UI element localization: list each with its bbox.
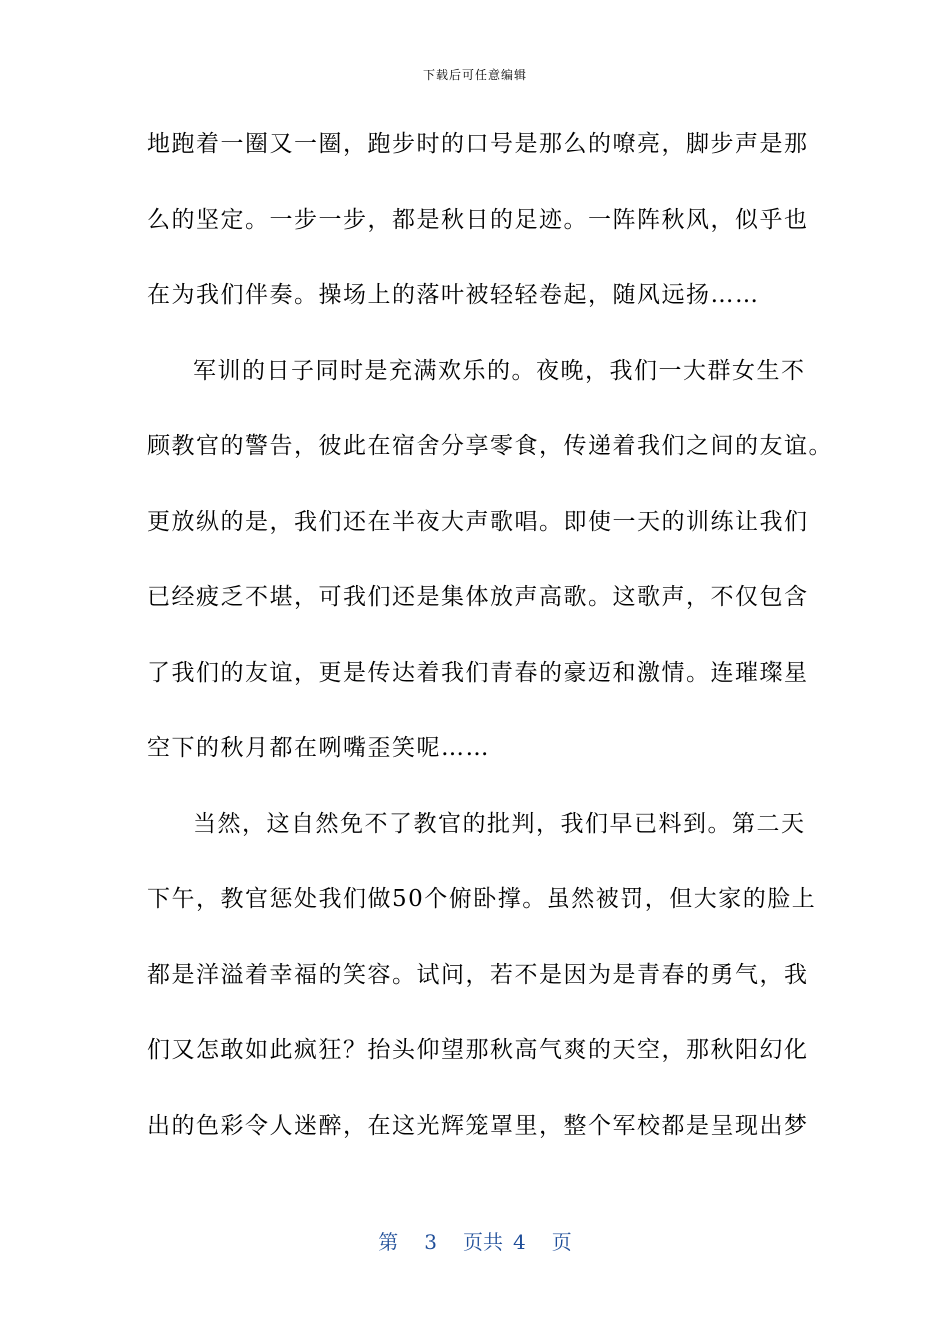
body-line: 出的色彩令人迷醉，在这光辉笼罩里，整个军校都是呈现出梦 (147, 1112, 809, 1139)
paragraph-start-line: 军训的日子同时是充满欢乐的。夜晚，我们一大群女生不 (193, 357, 806, 384)
body-line: 顾教官的警告，彼此在宿舍分享零食，传递着我们之间的友谊。 (147, 433, 833, 459)
page-prefix: 第 (378, 1230, 399, 1254)
body-line: 了我们的友谊，更是传达着我们青春的豪迈和激情。连璀璨星 (147, 659, 809, 686)
body-line: 空下的秋月都在咧嘴歪笑呢…… (147, 735, 490, 761)
page-number-footer (0, 1226, 950, 1255)
body-line: 已经疲乏不堪，可我们还是集体放声高歌。这歌声，不仅包含 (147, 584, 809, 610)
paragraph-start-line: 当然，这自然免不了教官的批判，我们早已料到。第二天 (193, 810, 806, 837)
page-header: 下载后可任意编辑 (422, 68, 527, 82)
body-line: 都是洋溢着幸福的笑容。试问，若不是因为是青春的勇气，我 (147, 961, 809, 988)
page-suffix: 页 (551, 1230, 572, 1254)
body-line: 地跑着一圈又一圈，跑步时的口号是那么的嘹亮，脚步声是那 (147, 131, 809, 157)
page-total: 4 (513, 1230, 526, 1254)
body-line: 下午，教官惩处我们做50个俯卧撑。虽然被罚，但大家的脸上 (147, 886, 817, 912)
document-body (147, 120, 833, 1177)
body-line: 们又怎敢如此疯狂？抬头仰望那秋高气爽的天空，那秋阳幻化 (147, 1037, 809, 1063)
body-line: 在为我们伴奏。操场上的落叶被轻轻卷起，随风远扬…… (147, 282, 760, 308)
body-line: 么的坚定。一步一步，都是秋日的足迹。一阵阵秋风，似乎也 (147, 206, 809, 233)
page-current: 3 (424, 1230, 437, 1254)
body-line: 更放纵的是，我们还在半夜大声歌唱。即使一天的训练让我们 (147, 508, 809, 535)
page-middle: 页共 (463, 1230, 503, 1254)
